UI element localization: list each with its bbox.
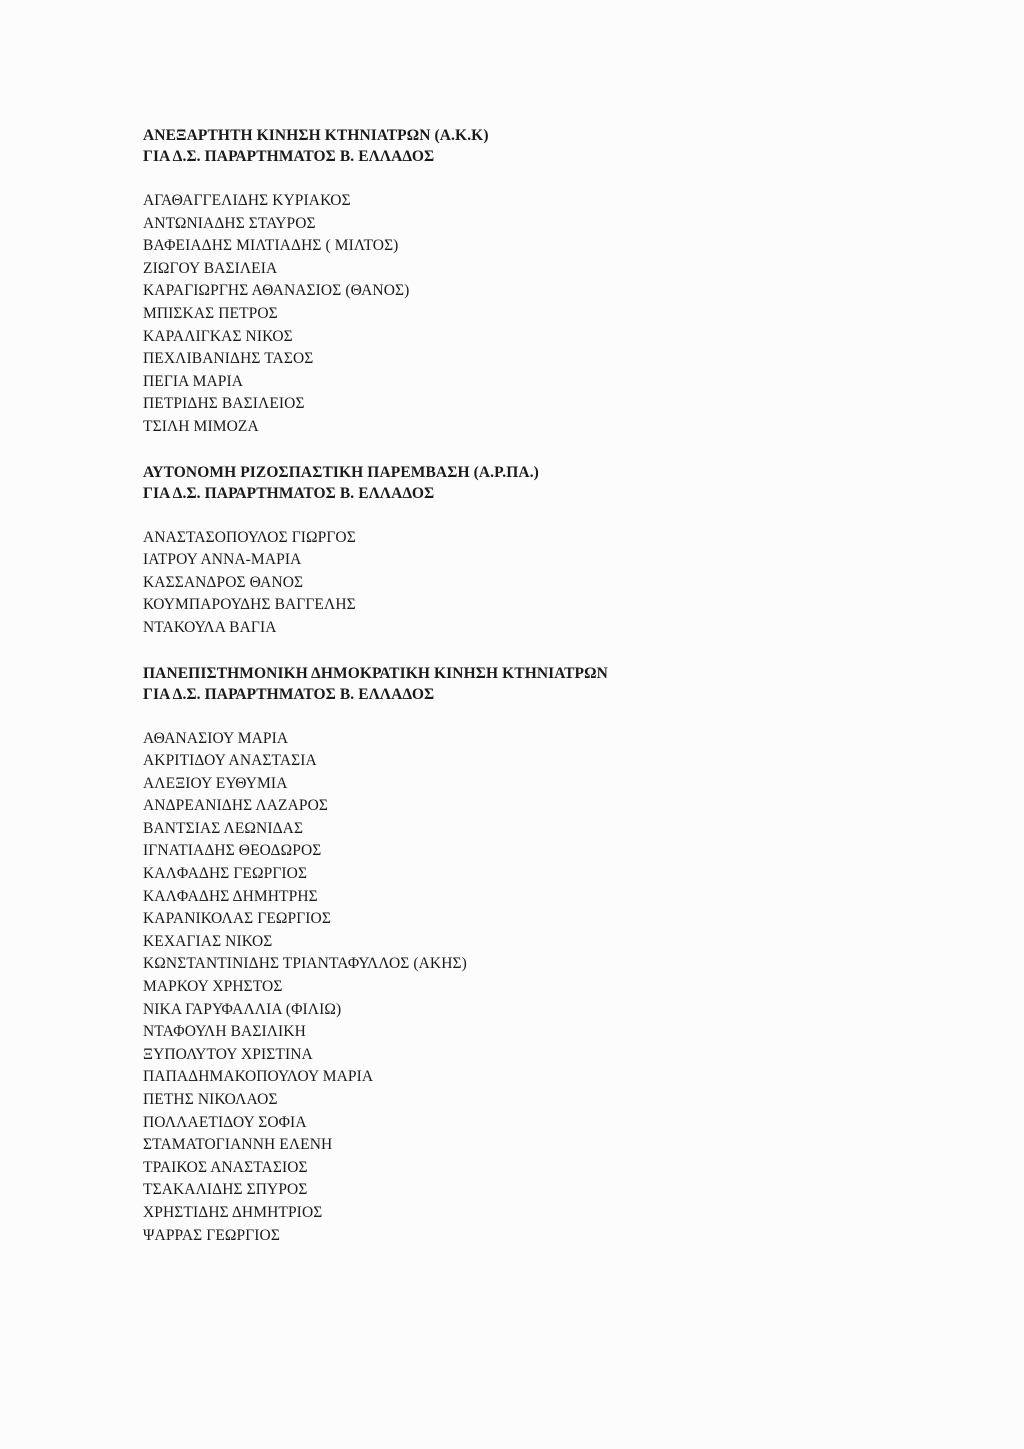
section-heading: ΑΥΤΟΝΟΜΗ ΡΙΖΟΣΠΑΣΤΙΚΗ ΠΑΡΕΜΒΑΣΗ (Α.Ρ.ΠΑ.) [143, 463, 539, 481]
candidate-section [143, 125, 943, 439]
section-heading: ΑΝΕΞΑΡΤΗΤΗ ΚΙΝΗΣΗ ΚΤΗΝΙΑΤΡΩΝ (Α.Κ.Κ) [143, 127, 489, 144]
candidate-name: ΤΣΑΚΑΛΙΔΗΣ ΣΠΥΡΟΣ [143, 1181, 308, 1199]
candidate-name: ΚΑΛΦΑΔΗΣ ΔΗΜΗΤΡΗΣ [143, 887, 318, 905]
candidate-name: ΠΕΓΙΑ ΜΑΡΙΑ [143, 372, 244, 390]
candidate-name: ΣΤΑΜΑΤΟΓΙΑΝΝΗ ΕΛΕΝΗ [143, 1136, 333, 1154]
candidate-name: ΚΩΝΣΤΑΝΤΙΝΙΔΗΣ ΤΡΙΑΝΤΑΦΥΛΛΟΣ (ΑΚΗΣ) [143, 955, 467, 973]
candidate-name: ΨΑΡΡΑΣ ΓΕΩΡΓΙΟΣ [143, 1226, 280, 1244]
candidate-name: ΠΕΤΗΣ ΝΙΚΟΛΑΟΣ [143, 1091, 278, 1108]
candidate-section [143, 462, 943, 640]
candidate-list [143, 728, 943, 1248]
section-subheading: ΓΙΑ Δ.Σ. ΠΑΡΑΡΤΗΜΑΤΟΣ Β. ΕΛΛΑΔΟΣ [143, 685, 435, 703]
candidate-name: ΒΑΝΤΣΙΑΣ ΛΕΩΝΙΔΑΣ [143, 819, 304, 837]
candidate-lists [143, 125, 943, 1270]
candidate-name: ΠΟΛΛΑΕΤΙΔΟΥ ΣΟΦΙΑ [143, 1113, 307, 1131]
candidate-name: ΠΕΧΛΙΒΑΝΙΔΗΣ ΤΑΣΟΣ [143, 350, 314, 368]
candidate-name: ΝΤΑΦΟΥΛΗ ΒΑΣΙΛΙΚΗ [143, 1023, 306, 1041]
candidate-name: ΜΠΙΣΚΑΣ ΠΕΤΡΟΣ [143, 304, 278, 322]
candidate-name: ΚΕΧΑΓΙΑΣ ΝΙΚΟΣ [143, 932, 273, 950]
candidate-name: ΑΝΑΣΤΑΣΟΠΟΥΛΟΣ ΓΙΩΡΓΟΣ [143, 528, 356, 546]
section-subheading: ΓΙΑ Δ.Σ. ΠΑΡΑΡΤΗΜΑΤΟΣ Β. ΕΛΛΑΔΟΣ [143, 484, 435, 502]
candidate-name: ΚΟΥΜΠΑΡΟΥΔΗΣ ΒΑΓΓΕΛΗΣ [143, 596, 356, 614]
candidate-name: ΚΑΡΑΛΙΓΚΑΣ ΝΙΚΟΣ [143, 327, 293, 345]
candidate-name: ΝΙΚΑ ΓΑΡΥΦΑΛΛΙΑ (ΦΙΛΙΩ) [143, 1000, 342, 1018]
candidate-name: ΝΤΑΚΟΥΛΑ ΒΑΓΙΑ [143, 618, 277, 636]
candidate-name: ΚΑΛΦΑΔΗΣ ΓΕΩΡΓΙΟΣ [143, 865, 308, 883]
candidate-name: ΒΑΦΕΙΑΔΗΣ ΜΙΛΤΙΑΔΗΣ ( ΜΙΛΤΟΣ) [143, 237, 399, 255]
candidate-name: ΠΕΤΡΙΔΗΣ ΒΑΣΙΛΕΙΟΣ [143, 395, 305, 413]
candidate-name: ΑΘΑΝΑΣΙΟΥ ΜΑΡΙΑ [143, 729, 289, 747]
candidate-name: ΑΛΕΞΙΟΥ ΕΥΘΥΜΙΑ [143, 774, 288, 792]
candidate-name: ΞΥΠΟΛΥΤΟΥ ΧΡΙΣΤΙΝΑ [143, 1045, 313, 1063]
candidate-name: ΑΝΤΩΝΙΑΔΗΣ ΣΤΑΥΡΟΣ [143, 214, 316, 232]
candidate-name: ΙΓΝΑΤΙΑΔΗΣ ΘΕΟΔΩΡΟΣ [143, 842, 322, 860]
section-heading: ΠΑΝΕΠΙΣΤΗΜΟΝΙΚΗ ΔΗΜΟΚΡΑΤΙΚΗ ΚΙΝΗΣΗ ΚΤΗΝΙΑΤΡΩΝ [143, 664, 608, 682]
candidate-name: ΚΑΣΣΑΝΔΡΟΣ ΘΑΝΟΣ [143, 573, 304, 591]
candidate-section [143, 663, 943, 1248]
candidate-name: ΤΡΑΙΚΟΣ ΑΝΑΣΤΑΣΙΟΣ [143, 1158, 308, 1176]
candidate-name: ΠΑΠΑΔΗΜΑΚΟΠΟΥΛΟΥ ΜΑΡΙΑ [143, 1068, 374, 1086]
candidate-list [143, 190, 943, 439]
candidate-name: ΚΑΡΑΓΙΩΡΓΗΣ ΑΘΑΝΑΣΙΟΣ (ΘΑΝΟΣ) [143, 282, 410, 300]
candidate-name: ΑΓΑΘΑΓΓΕΛΙΔΗΣ ΚΥΡΙΑΚΟΣ [143, 192, 351, 209]
candidate-name: ΤΣΙΛΗ ΜΙΜΟΖΑ [143, 417, 259, 435]
candidate-name: ΙΑΤΡΟΥ ΑΝΝΑ-ΜΑΡΙΑ [143, 551, 302, 569]
candidate-list [143, 527, 943, 640]
candidate-name: ΑΝΔΡΕΑΝΙΔΗΣ ΛΑΖΑΡΟΣ [143, 797, 329, 815]
candidate-name: ΚΑΡΑΝΙΚΟΛΑΣ ΓΕΩΡΓΙΟΣ [143, 910, 331, 928]
candidate-name: ΑΚΡΙΤΙΔΟΥ ΑΝΑΣΤΑΣΙΑ [143, 752, 317, 770]
candidate-name: ΖΙΩΓΟΥ ΒΑΣΙΛΕΙΑ [143, 259, 278, 277]
candidate-name: ΧΡΗΣΤΙΔΗΣ ΔΗΜΗΤΡΙΟΣ [143, 1203, 323, 1221]
candidate-name: ΜΑΡΚΟΥ ΧΡΗΣΤΟΣ [143, 978, 283, 996]
section-subheading: ΓΙΑ Δ.Σ. ΠΑΡΑΡΤΗΜΑΤΟΣ Β. ΕΛΛΑΔΟΣ [143, 148, 435, 165]
